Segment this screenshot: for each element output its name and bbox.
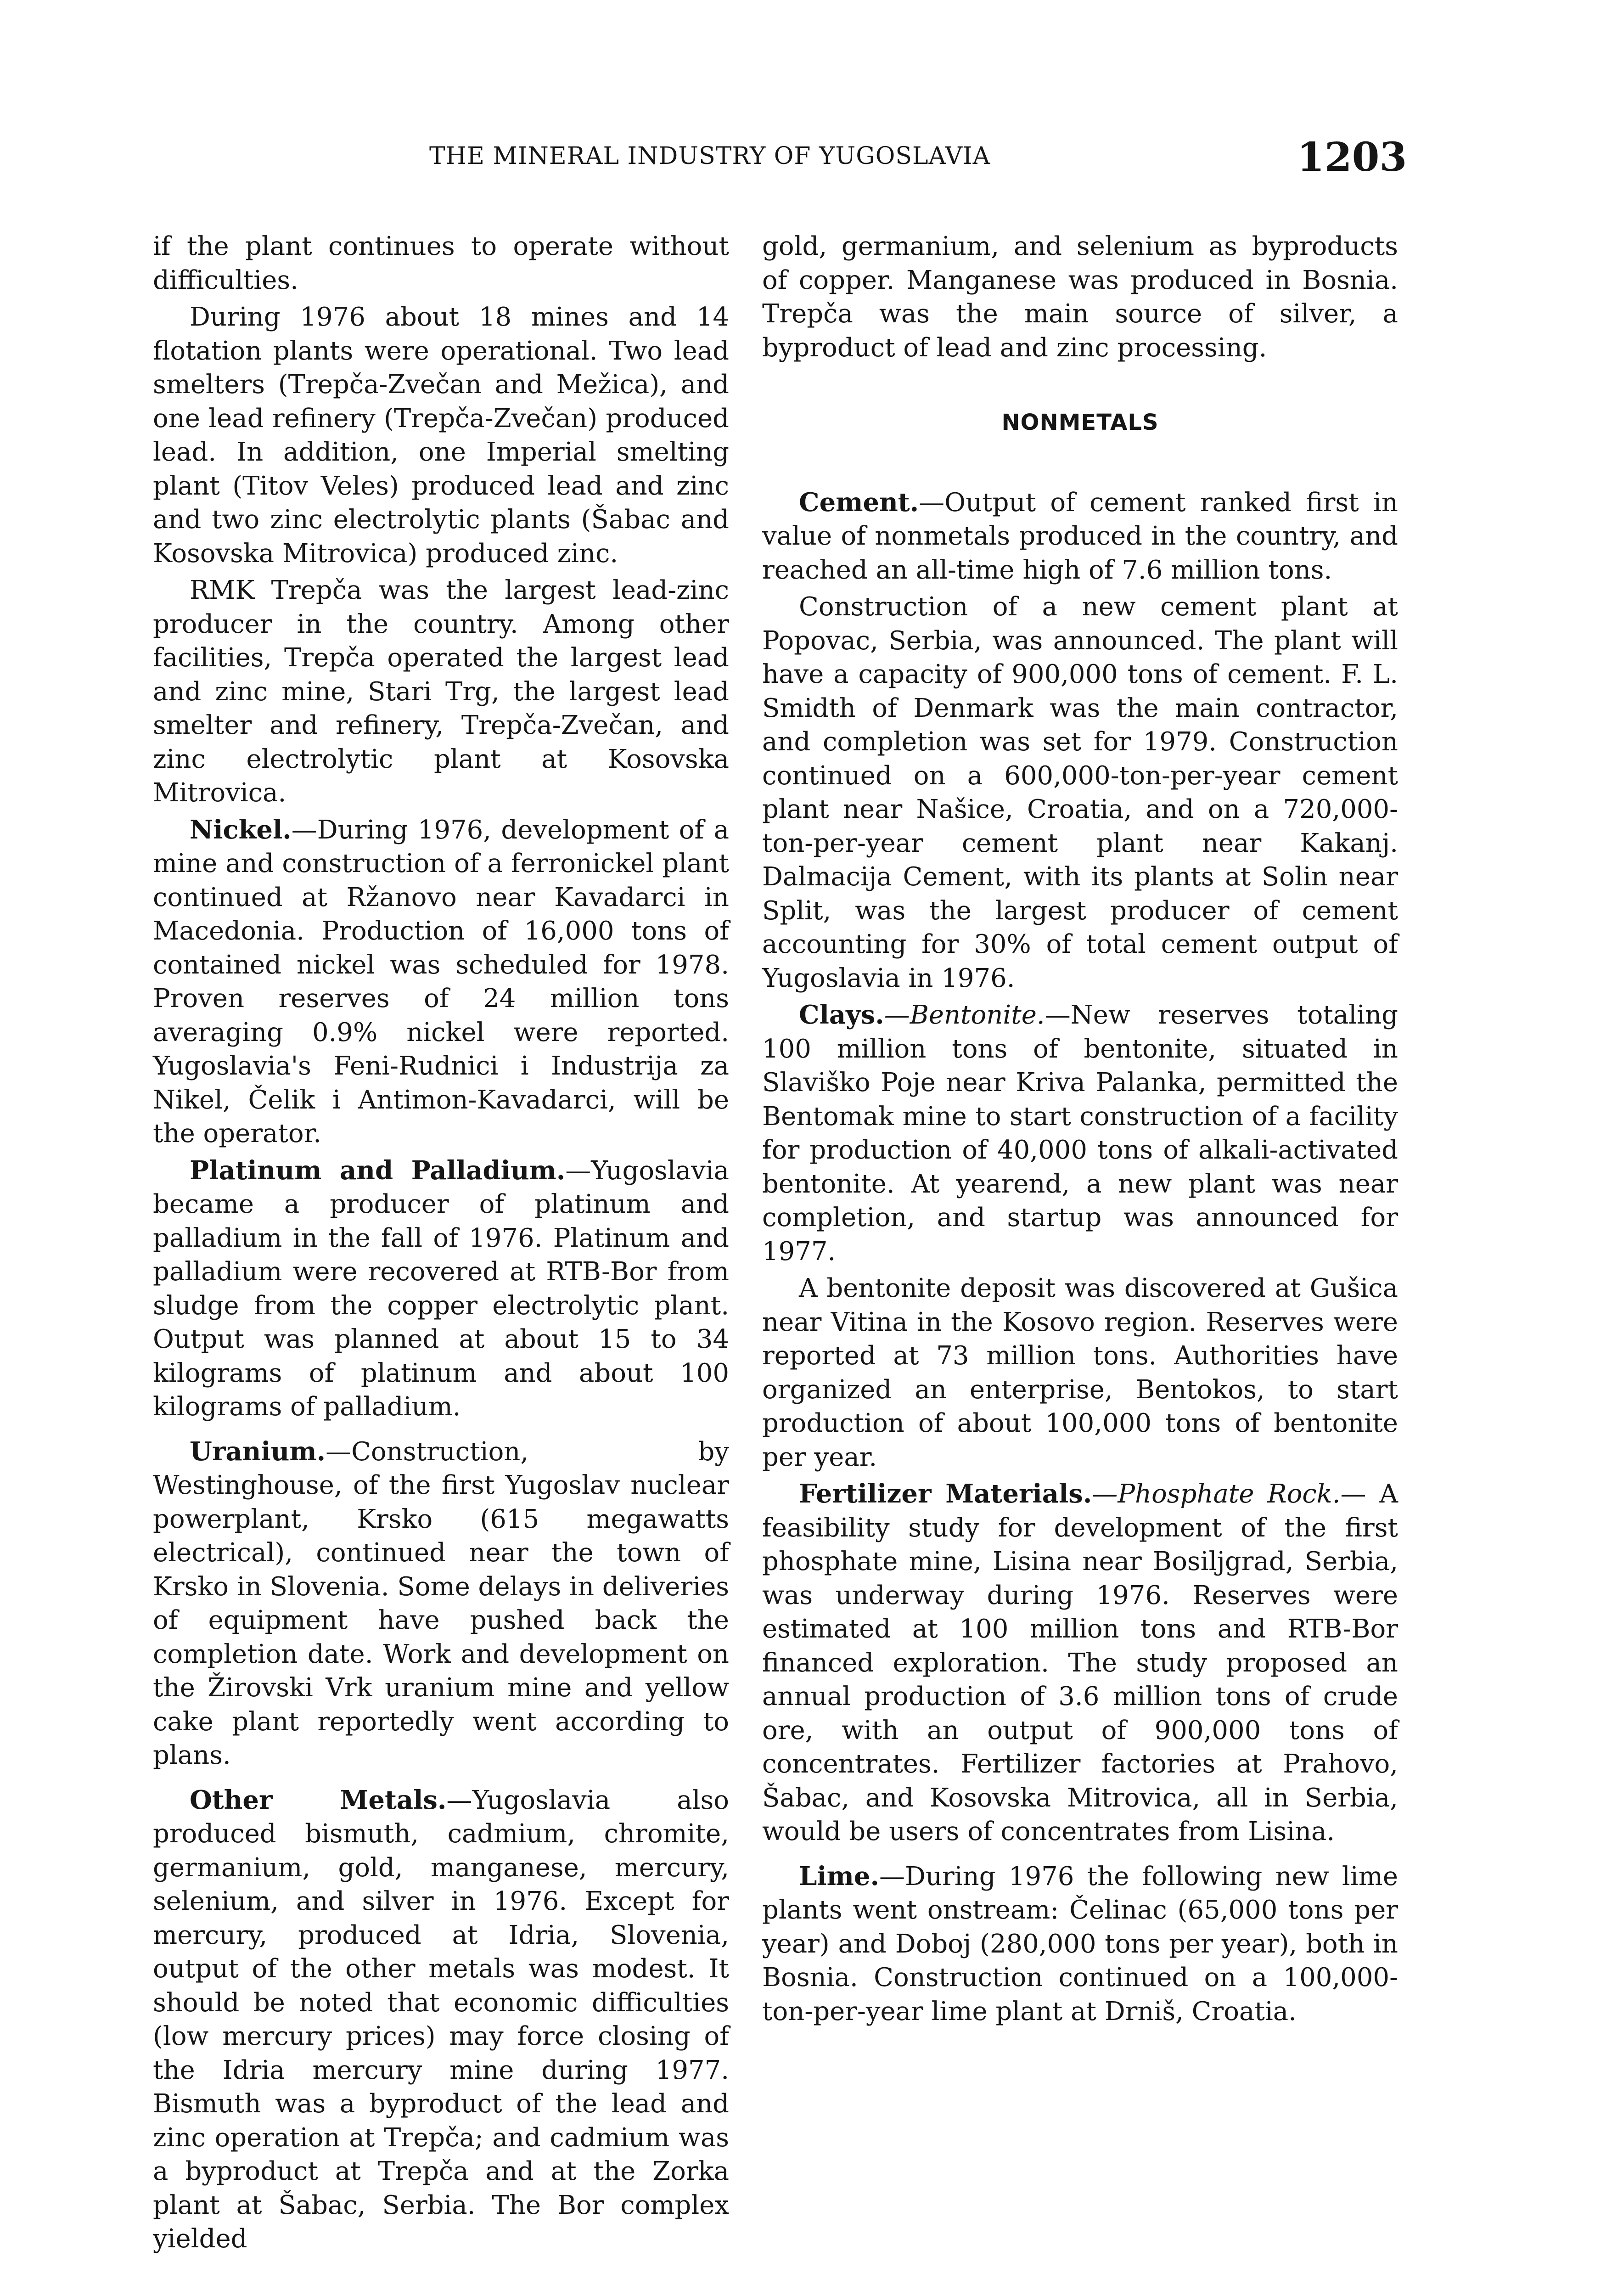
uranium-heading: Uranium. [190,1436,326,1467]
fertilizer-text: — A feasibility study for development of the first phosphate mine, Lisina near Bosiljgrad, Serbia, was underway during 1976. Reserves were estimated at 100 million tons and RTB-Bor financed exploration. The study proposed an annual production of 3.6 million tons of crude ore, with an output of 900,000 tons of concentrates. Fertilizer factories at Prahovo, Šabac, and Kosovska Mitrovica, all in Serbia, would be users of concentrates from Lisina. [762,1479,1398,1846]
section-heading-nonmetals: NONMETALS [1001,410,1159,435]
lime-heading: Lime. [799,1861,880,1891]
cement-text: —Output of cement ranked first in value of nonmetals produced in the country, and reached an all-time high of 7.6 million tons. [762,487,1398,585]
other-metals-heading: Other Metals. [190,1784,447,1815]
phosphate-subheading: —Phosphate Rock. [1092,1479,1341,1509]
right-column [762,230,1398,2032]
nickel-text: —During 1976, development of a mine and construction of a ferronickel plant continued at Ržanovo near Kavadarci in Macedonia. Production of 16,000 tons of contained nickel was scheduled for 1978. Proven reserves of 24 million tons averaging 0.9% nickel were reported. Yugoslavia's Feni-Rudnici i Industrija za Nikel, Čelik i Antimon-Kavadarci, will be the operator. [153,815,729,1148]
paragraph-cement-construction: Construction of a new cement plant at Popovac, Serbia, was announced. The plant will have a capacity of 900,000 tons of cement. F. L. Smidth of Denmark was the main contractor, and completion was set for 1979. Construction continued on a 600,000-ton-per-year cement plant near Našice, Croatia, and on a 720,000-ton-per-year cement plant near Kakanj. Dalmacija Cement, with its plants at Solin near Split, was the largest producer of cement accounting for 30% of total cement output of Yugoslavia in 1976. [762,592,1398,993]
clays-heading: Clays. [799,1000,884,1030]
paragraph-fertilizer [762,1477,1398,1849]
paragraph-byproducts: gold, germanium, and selenium as byproducts of copper. Manganese was produced in Bosnia. Trepča was the main source of silver, a byproduct of lead and zinc processing. [762,231,1398,363]
page-number: 1203 [1297,134,1407,180]
platinum-heading: Platinum and Palladium. [190,1155,566,1186]
paragraph-mines-1976: During 1976 about 18 mines and 14 flotation plants were operational. Two lead smelters (Trepča-Zvečan and Mežica), and one lead refinery (Trepča-Zvečan) produced lead. In addition, one Imperial smelting plant (Titov Veles) produced lead and zinc and two zinc electrolytic plants (Šabac and Kosovska Mitrovica) produced zinc. [153,302,729,568]
paragraph-lime [762,1860,1398,2029]
paragraph-platinum [153,1154,729,1424]
paragraph-clays [762,998,1398,1268]
bentonite-subheading: —Bentonite. [884,1000,1045,1030]
lime-text: —During 1976 the following new lime plants went onstream: Čelinac (65,000 tons per year) and Doboj (280,000 tons per year), both in Bosnia. Construction continued on a 100,000-ton-per-year lime plant at Drniš, Croatia. [762,1861,1398,2026]
paragraph-uranium [153,1435,729,1773]
platinum-text: —Yugoslavia became a producer of platinum and palladium in the fall of 1976. Platinum and palladium were recovered at RTB-Bor from sludge from the copper electrolytic plant. Output was planned at about 15 to 34 kilograms of platinum and about 100 kilograms of palladium. [153,1155,729,1422]
nickel-heading: Nickel. [190,814,292,845]
paragraph-nickel [153,813,729,1151]
paragraph-plant-continues: if the plant continues to operate without difficulties. [153,231,729,295]
other-metals-text: —Yugoslavia also produced bismuth, cadmium, chromite, germanium, gold, manganese, mercury, selenium, and silver in 1976. Except for mercury, produced at Idria, Slovenia, output of the other metals was modest. It should be noted that economic difficulties (low mercury prices) may force closing of the Idria mercury mine during 1977. Bismuth was a byproduct of the lead and zinc operation at Trepča; and cadmium was a byproduct at Trepča and at the Zorka plant at Šabac, Serbia. The Bor complex yielded [153,1785,729,2254]
uranium-text: —Construction, by Westinghouse, of the first Yugoslav nuclear powerplant, Krsko (615 megawatts electrical), continued near the town of Krsko in Slovenia. Some delays in deliveries of equipment have pushed back the completion date. Work and development on the Žirovski Vrk uranium mine and yellow cake plant reportedly went according to plans. [153,1436,729,1770]
running-title: THE MINERAL INDUSTRY OF YUGOSLAVIA [429,142,991,170]
paragraph-bentonite-deposit: A bentonite deposit was discovered at Gušica near Vitina in the Kosovo region. Reserves were reported at 73 million tons. Authorities have organized an enterprise, Bentokos, to start production of about 100,000 tons of bentonite per year. [762,1273,1398,1472]
paragraph-other-metals [153,1784,729,2256]
paragraph-cement [762,486,1398,587]
cement-heading: Cement. [799,487,919,518]
left-column [153,230,729,2259]
clays-text: —New reserves totaling 100 million tons of bentonite, situated in Slaviško Poje near Kriva Palanka, permitted the Bentomak mine to start construction of a facility for production of 40,000 tons of alkali-activated bentonite. At yearend, a new plant was near completion, and startup was announced for 1977. [762,1000,1398,1266]
paragraph-rmk-trepca: RMK Trepča was the largest lead-zinc producer in the country. Among other facilities, Trepča operated the largest lead and zinc mine, Stari Trg, the largest lead smelter and refinery, Trepča-Zvečan, and zinc electrolytic plant at Kosovska Mitrovica. [153,575,729,808]
fertilizer-heading: Fertilizer Materials. [799,1479,1092,1509]
